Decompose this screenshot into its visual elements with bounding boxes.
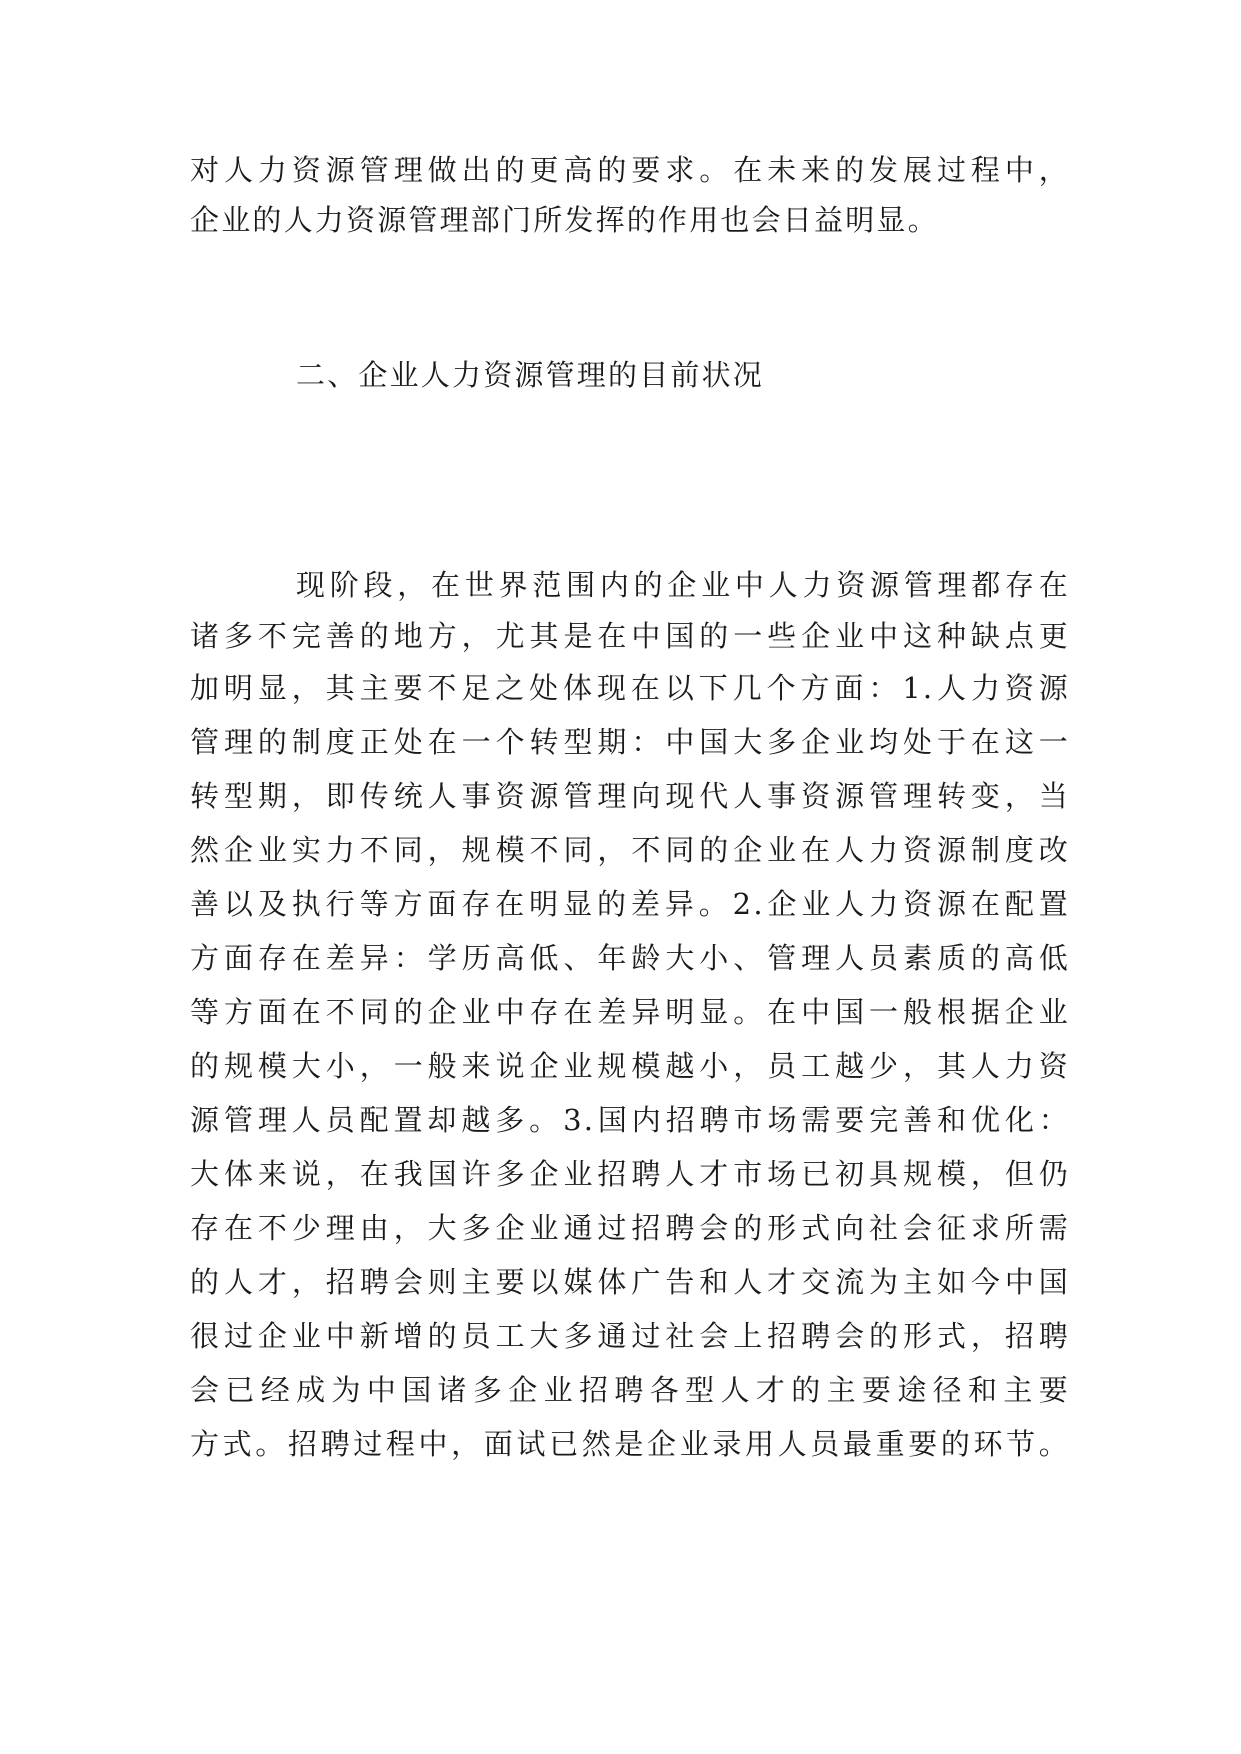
intro-line-2: 企业的人力资源管理部门所发挥的作用也会日益明显。	[190, 203, 939, 237]
section-heading: 二、企业人力资源管理的目前状况	[296, 358, 765, 392]
body-line-15: 很过企业中新增的员工大多通过社会上招聘会的形式，招聘	[190, 1319, 1070, 1353]
body-line-3: 加明显，其主要不足之处体现在以下几个方面：1.人力资源	[190, 671, 1070, 705]
body-line-7: 善以及执行等方面存在明显的差异。2.企业人力资源在配置	[190, 887, 1070, 921]
body-line-14: 的人才，招聘会则主要以媒体广告和人才交流为主如今中国	[190, 1265, 1070, 1299]
body-line-17: 方式。招聘过程中，面试已然是企业录用人员最重要的环节。	[190, 1427, 1070, 1461]
body-line-5: 转型期，即传统人事资源管理向现代人事资源管理转变，当	[190, 779, 1070, 813]
body-line-8: 方面存在差异：学历高低、年龄大小、管理人员素质的高低	[190, 941, 1070, 975]
body-line-1: 现阶段，在世界范围内的企业中人力资源管理都存在	[296, 568, 1070, 602]
body-line-6: 然企业实力不同，规模不同，不同的企业在人力资源制度改	[190, 833, 1070, 867]
body-line-9: 等方面在不同的企业中存在差异明显。在中国一般根据企业	[190, 995, 1070, 1029]
body-line-16: 会已经成为中国诸多企业招聘各型人才的主要途径和主要	[190, 1373, 1070, 1407]
body-line-4: 管理的制度正处在一个转型期：中国大多企业均处于在这一	[190, 725, 1070, 759]
intro-line-1: 对人力资源管理做出的更高的要求。在未来的发展过程中，	[190, 153, 1070, 187]
body-line-11: 源管理人员配置却越多。3.国内招聘市场需要完善和优化：	[190, 1103, 1070, 1137]
body-line-13: 存在不少理由，大多企业通过招聘会的形式向社会征求所需	[190, 1211, 1070, 1245]
body-line-2: 诸多不完善的地方，尤其是在中国的一些企业中这种缺点更	[190, 619, 1070, 653]
body-line-12: 大体来说，在我国许多企业招聘人才市场已初具规模，但仍	[190, 1157, 1070, 1191]
body-line-10: 的规模大小，一般来说企业规模越小，员工越少，其人力资	[190, 1049, 1070, 1083]
